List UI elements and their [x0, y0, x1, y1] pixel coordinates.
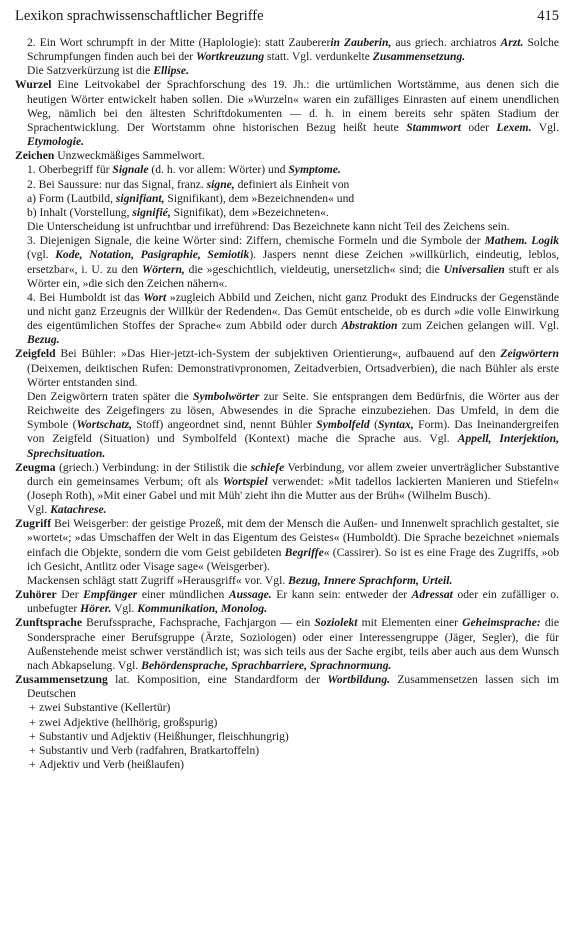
cross-reference: Soziolekt	[314, 616, 358, 630]
text-run: Stoff) angeordnet sind, nennt Bühler	[132, 418, 317, 432]
text-run: Eine Leitvokabel der Sprachforschung des 19. Jh.: die urtümlichen Wortstämme, aus denen sich die heutigen Wörter entwickelt haben sollen. Die »Wurzeln« waren ein zufälliges Einrasten auf einem unendlichen Weg, nämlich bei den ältesten Schriftdokumenten — d. h. in einem bereits sehr späten Stadium der Sprachentwicklung. Der Wortstamm ohne historischen Bezug heißt heute	[27, 78, 559, 134]
text-run: lat. Komposition, eine Standardform der	[107, 673, 328, 687]
paragraph	[15, 291, 559, 348]
text-run: Unzweckmäßiges Sammelwort.	[54, 149, 205, 163]
text-run: die Sondersprache einer Berufsgruppe (Ärzte, Soziologen) oder einer Interessengruppe (Jäger, Segler), die für Außenstehende meist schwer verständlich ist; was sich teils aus der Sache ergibt, teils aber auch aus dem Wunsch nach Abkapselung. Vgl.	[27, 616, 559, 672]
paragraph	[15, 220, 559, 234]
entry-headword: Zeichen	[15, 149, 55, 163]
text-run: Bei Bühler: »Das Hier-jetzt-ich-System der subjektiven Orientierung«, aufbauend auf den	[55, 347, 501, 361]
cross-reference: Wortspiel	[222, 474, 268, 488]
text-run: 2. Ein Wort schrumpft in der Mitte (Haplologie): statt Zauberer	[27, 36, 331, 49]
cross-reference: Etymologie.	[27, 135, 84, 149]
list-item	[15, 758, 559, 772]
cross-reference: Syntax,	[377, 418, 414, 432]
text-run: mit Elementen einer	[357, 616, 463, 630]
text-run: b) Inhalt (Vorstellung,	[27, 205, 133, 219]
text-run: « (Cassirer). So ist es eine Frage des Zugriffs, »ob ich Gesicht, Antlitz oder Visage sage« (Weisgerber).	[27, 545, 559, 573]
cross-reference: Begriffe	[284, 545, 324, 559]
lexicon-entry	[15, 588, 559, 616]
text-run: statt. Vgl. verdunkelte	[264, 50, 373, 64]
cross-reference: Ellipse.	[153, 64, 189, 78]
text-run: (Deixemen, deiktischen Rufen: Demonstrativpronomen, Zeitadverbien, Ortsadverbien), die nach Bühler als erste Wörter entstanden sind.	[27, 361, 559, 389]
text-run: Die Unterscheidung ist unfruchtbar und irreführend: Das Bezeichnete kann nicht Teil des Zeichens sein.	[27, 220, 510, 234]
text-run: Bei Weisgerber: der geistige Prozeß, mit dem der Mensch die Außen- und Innenwelt sprachlich gestaltet, sie »wortet«; »das Umschaffen der Welt in das Eigentum des Geistes« (Humboldt). Die Sprache bezeichnet »niemals einfach die Objekte, sondern die vom Geist gebildeten	[27, 517, 559, 559]
text-run: aus griech. archiatros	[391, 36, 501, 49]
text-run: zum Zeichen gelangen will. Vgl.	[397, 319, 559, 333]
text-run: a) Form (Lautbild,	[27, 191, 116, 205]
cross-reference: Bezug, Innere Sprachform, Urteil.	[288, 573, 453, 587]
text-run: stuft er als Wörter ein, »die sich den Zeichen nähern«.	[27, 262, 559, 290]
cross-reference: Zusammensetzung.	[372, 50, 466, 64]
lexicon-entry	[15, 616, 559, 673]
cross-reference: signe,	[206, 177, 235, 191]
cross-reference: Bezug.	[27, 333, 60, 347]
cross-reference: Katachrese.	[50, 503, 107, 517]
cross-reference: Mathem. Logik	[484, 234, 559, 248]
cross-reference: signifié,	[132, 205, 171, 219]
text-run: Berufssprache, Fachsprache, Fachjargon — ein	[82, 616, 315, 630]
cross-reference: Empfänger	[83, 588, 138, 602]
paragraph	[15, 64, 559, 78]
list-item-text: Adjektiv und Verb (heißlaufen)	[39, 757, 184, 771]
text-run: die »geschichtlich, vieldeutig, unersetzlich« sind; die	[184, 262, 444, 276]
text-run: 2. Bei Saussure: nur das Signal, franz.	[27, 177, 207, 191]
text-run: ). Jaspers nennt diese Zeichen »willkürlich, eindeutig, leblos, ersetzbar«, i. U. zu den	[27, 248, 560, 276]
text-run: Mackensen schlägt statt Zugriff »Herausgriff« vor. Vgl.	[27, 573, 289, 587]
cross-reference: Signale	[112, 163, 149, 177]
text-run: Verbindung, vor allem zweier unverträglicher Substantive durch ein gemeinsames Verbum; oft als	[27, 460, 559, 488]
entry-headword: Zuhörer	[15, 588, 57, 602]
text-run: »zugleich Abbild und Zeichen, nicht ganz Produkt des Eindrucks der Gegenstände und nicht ganz Erzeugnis der Willkür der Redenden«. Das Gemüt entscheide, ob es durch »die volle Einwirkung des eigentümlichen Stoffes der Sprache« zum Abbild oder durch	[27, 290, 559, 333]
paragraph	[15, 503, 559, 517]
text-run: Der	[56, 588, 84, 602]
cross-reference: Wörtern,	[141, 262, 185, 276]
list-item	[15, 744, 559, 758]
cross-reference: Arzt.	[500, 36, 524, 49]
list-item-text: zwei Adjektive (hellhörig, großspurig)	[39, 715, 218, 729]
cross-reference: schiefe	[250, 460, 285, 474]
cross-reference: Symbolfeld	[316, 418, 370, 432]
cross-reference: Behördensprache, Sprachbarriere, Sprachnormung.	[141, 658, 392, 672]
cross-reference: Appell, Interjektion, Sprechsituation.	[27, 432, 559, 460]
text-run: definiert als Einheit von	[234, 177, 350, 191]
cross-reference: Aussage.	[228, 588, 272, 602]
text-run: (d. h. vor allem: Wörter) und	[148, 163, 289, 177]
paragraph	[15, 234, 559, 291]
cross-reference: Wort	[143, 290, 167, 304]
text-run: 1. Oberbegriff für	[27, 163, 113, 177]
cross-reference: Kommunikation, Monolog.	[137, 602, 268, 616]
lexicon-entry	[15, 461, 559, 503]
paragraph	[15, 163, 559, 177]
cross-reference: Wortbildung.	[327, 673, 391, 687]
dictionary-page	[15, 8, 559, 772]
lexicon-entry	[15, 78, 559, 149]
cross-reference: Lexem.	[496, 120, 532, 134]
text-run: oder ein zufälliger o. unbefugter	[27, 588, 559, 616]
entry-headword: Zunftsprache	[15, 616, 82, 630]
cross-reference: Symptome.	[288, 163, 341, 177]
text-run: (griech.) Verbindung: in der Stilistik die	[55, 460, 251, 474]
text-run: einer mündlichen	[137, 588, 229, 602]
text-run: Form). Das Ineinandergreifen von Zeigfeld (Situation) und Symbolfeld (Kontext) mache die Sprache aus. Vgl.	[27, 418, 560, 446]
cross-reference: Wortschatz,	[76, 418, 132, 432]
cross-reference: Hörer.	[80, 602, 112, 616]
entry-headword: Zeugma	[15, 460, 56, 474]
plus-bullet: +	[29, 743, 36, 757]
text-run: Signifikant), dem »Bezeichnenden« und	[164, 191, 355, 205]
text-run: Die Satzverkürzung ist die	[27, 64, 154, 78]
cross-reference: Universalien	[443, 262, 505, 276]
plus-bullet: +	[29, 715, 36, 729]
text-run: Er kann sein: entweder der	[271, 588, 412, 602]
entry-headword: Zugriff	[15, 517, 52, 531]
list-item	[15, 730, 559, 744]
text-run: Vgl.	[111, 602, 138, 616]
list-item	[15, 716, 559, 730]
list-item-text: Substantiv und Verb (radfahren, Bratkartoffeln)	[39, 743, 260, 757]
lexicon-entry	[15, 673, 559, 701]
page-number: 415	[537, 8, 559, 24]
plus-bullet: +	[29, 757, 36, 771]
cross-reference: Zeigwörtern	[500, 347, 559, 361]
entry-headword: Wurzel	[15, 78, 52, 92]
plus-bullet: +	[29, 729, 36, 743]
text-run: zur Seite. Sie entsprangen dem Bedürfnis, die Wörter aus der Reichweite des Zeigefingers zu lösen, Abwesendes in die Sprache einzubeziehen. Das Umfeld, in dem die Symbole (	[27, 389, 559, 432]
cross-reference: Geheimsprache:	[462, 616, 541, 630]
text-run: Den Zeigwörtern traten später die	[27, 389, 193, 403]
paragraph	[15, 178, 559, 192]
text-run: Solche Schrumpfungen finden auch bei der	[27, 36, 560, 64]
text-run: oder	[460, 120, 497, 134]
cross-reference: Wortkreuzung	[196, 50, 265, 64]
list-item-text: zwei Substantive (Kellertür)	[39, 701, 171, 715]
paragraph	[15, 36, 559, 64]
cross-reference: Abstraktion	[341, 319, 398, 333]
text-run: verwendet: »Mit tadellos lackierten Manieren und Stiefeln« (Joseph Roth), »Mit einer Gabel und mit Müh' zieht ihn die Mutter aus der Brüh« (Wilhelm Busch).	[27, 474, 559, 502]
paragraph	[15, 390, 559, 461]
page-body	[15, 36, 559, 772]
running-title: Lexikon sprachwissenschaftlicher Begriffe	[15, 8, 264, 24]
text-run: Vgl.	[531, 120, 559, 134]
text-run: Zusammensetzen lassen sich im Deutschen	[27, 673, 559, 701]
paragraph	[15, 192, 559, 206]
text-run: Signifikat), dem »Bezeichneten«.	[170, 205, 329, 219]
list-item-text: Substantiv und Adjektiv (Heißhunger, fleischhungrig)	[39, 729, 289, 743]
text-run: (vgl.	[27, 248, 56, 262]
page-header	[15, 8, 559, 34]
entry-headword: Zeigfeld	[15, 347, 56, 361]
paragraph	[15, 206, 559, 220]
cross-reference: Symbolwörter	[193, 389, 260, 403]
cross-reference: in Zauberin,	[330, 36, 392, 49]
text-run: 3. Diejenigen Signale, die keine Wörter sind: Ziffern, chemische Formeln und die Symbole der	[27, 234, 485, 248]
paragraph	[15, 574, 559, 588]
lexicon-entry	[15, 517, 559, 574]
lexicon-entry	[15, 149, 559, 163]
cross-reference: Kode, Notation, Pasigraphie, Semiotik	[55, 248, 250, 262]
entry-headword: Zusammensetzung	[15, 673, 108, 687]
cross-reference: signifiant,	[115, 191, 165, 205]
cross-reference: Adressat	[411, 588, 453, 602]
text-run: 4. Bei Humboldt ist das	[27, 290, 144, 304]
text-run: Vgl.	[27, 503, 51, 517]
list-item	[15, 701, 559, 715]
plus-bullet: +	[29, 701, 36, 715]
lexicon-entry	[15, 347, 559, 389]
cross-reference: Stammwort	[406, 120, 461, 134]
text-run: (	[369, 418, 378, 432]
